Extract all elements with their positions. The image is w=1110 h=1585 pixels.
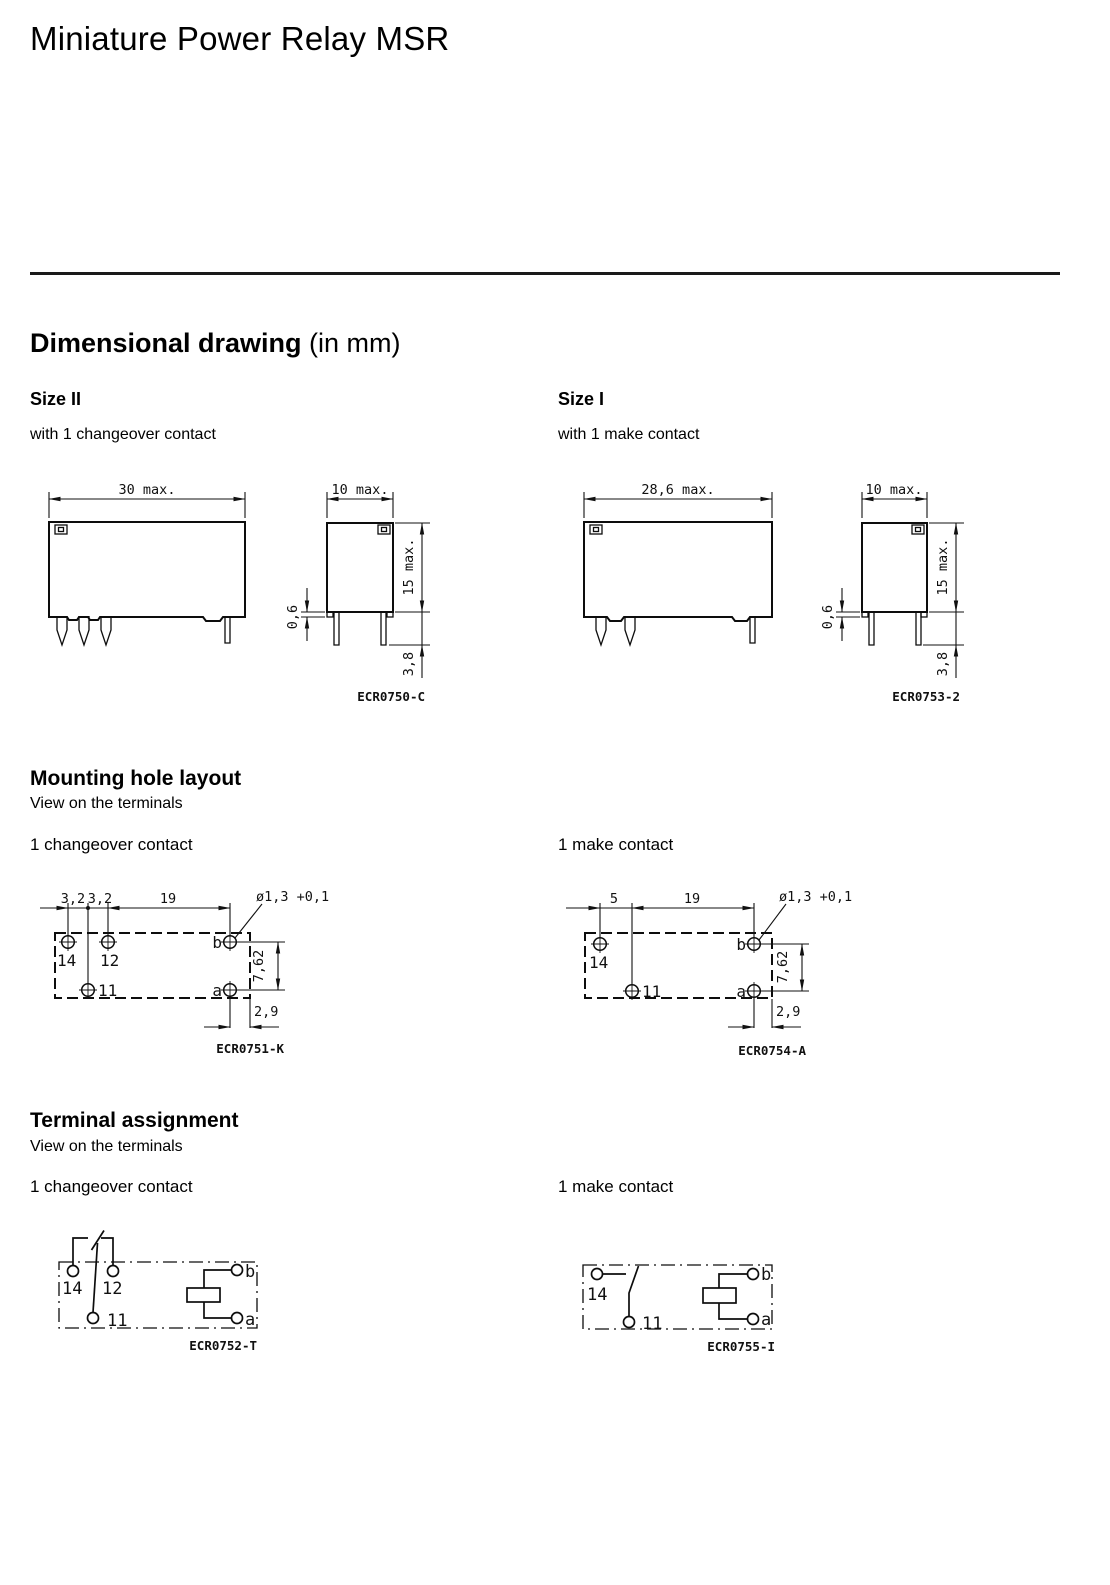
dim-5: 5	[609, 891, 619, 907]
terminal-12-node	[108, 1266, 119, 1277]
terminal-make-code: ECR0755-I	[707, 1339, 775, 1354]
section-heading-mounting: Mounting hole layout	[30, 767, 242, 790]
terminal-11-label: 11	[107, 1311, 128, 1331]
terminal-11-node	[624, 1317, 635, 1328]
size2-height-dim-label: 15 max.	[401, 538, 417, 596]
size2-pin-4	[225, 616, 230, 643]
terminal-changeover-label: 1 changeover contact	[30, 1177, 193, 1196]
terminal-subheading: View on the terminals	[30, 1138, 183, 1155]
terminal-12-label: 12	[102, 1279, 123, 1299]
size2-pin-1	[57, 616, 67, 645]
size1-drawing-code: ECR0753-2	[892, 689, 960, 704]
terminal-14-label: 14	[57, 951, 77, 970]
size2-side-pin-1	[334, 611, 339, 645]
page-title: Miniature Power Relay MSR	[30, 20, 450, 57]
dim-2-9: 2,9	[776, 1004, 801, 1020]
dim-3-2-first: 3,2	[60, 891, 86, 907]
size1-pin-3	[750, 616, 755, 643]
dim-3-2-second: 3,2	[87, 891, 113, 907]
size2-front-view	[49, 522, 245, 645]
terminal-14-label: 14	[587, 1285, 608, 1305]
size1-standoff-dimension	[836, 588, 860, 641]
terminal-changeover-code: ECR0752-T	[189, 1338, 257, 1353]
terminal-a-label: a	[761, 1310, 772, 1330]
size2-pin-2	[79, 616, 89, 645]
size2-front-width-dim-label: 30 max.	[118, 482, 176, 498]
size2-standoff-dimension	[301, 588, 325, 641]
section-heading-dimensional	[30, 328, 401, 359]
terminal-b-label: b	[761, 1265, 772, 1285]
terminal-14-label: 14	[62, 1279, 83, 1299]
section-heading-dimensional-suffix: (in mm)	[301, 328, 401, 358]
size2-side-width-dim-label: 10 max.	[331, 482, 389, 498]
dim-7-62: 7,62	[775, 950, 791, 984]
size1-label: Size I	[558, 389, 605, 409]
size2-variant-label: with 1 changeover contact	[30, 426, 216, 443]
mounting-changeover-drawing	[35, 880, 335, 1060]
size1-front-width-dim-label: 28,6 max.	[641, 482, 715, 498]
size1-pin-1	[596, 616, 606, 645]
size1-height-dim-label: 15 max.	[935, 538, 951, 596]
size2-side-view	[327, 523, 393, 645]
terminal-b-node	[232, 1265, 243, 1276]
terminal-a-node	[232, 1313, 243, 1324]
size1-variant-label: with 1 make contact	[558, 426, 700, 443]
size2-pin-3	[101, 616, 111, 645]
terminal-b-label: b	[736, 935, 746, 954]
terminal-14-node	[592, 1269, 603, 1280]
mounting-changeover-dimensions	[40, 903, 285, 1028]
mounting-subheading: View on the terminals	[30, 795, 183, 812]
terminal-changeover-drawing	[40, 1225, 300, 1355]
dim-19: 19	[683, 891, 701, 907]
coil-symbol	[187, 1270, 232, 1318]
terminal-b-label: b	[245, 1262, 256, 1282]
dim-hole-diameter: ø1,3 +0,1	[779, 889, 853, 905]
size2-side-pin-2	[381, 611, 386, 645]
mounting-changeover-code: ECR0751-K	[216, 1041, 284, 1056]
terminal-11-node	[88, 1313, 99, 1324]
mounting-changeover-label: 1 changeover contact	[30, 835, 193, 854]
size1-side-pin-1	[869, 611, 874, 645]
section-heading-terminal: Terminal assignment	[30, 1109, 239, 1132]
size1-front-view	[584, 522, 772, 645]
terminal-11-label: 11	[642, 982, 662, 1001]
size2-standoff-dim-label: 0,6	[285, 604, 301, 630]
terminal-a-node	[748, 1314, 759, 1325]
terminal-11-label: 11	[642, 1314, 663, 1334]
terminal-b-label: b	[212, 933, 222, 952]
terminal-11-label: 11	[98, 981, 118, 1000]
mounting-make-label: 1 make contact	[558, 835, 674, 854]
dim-19: 19	[159, 891, 177, 907]
size2-dimensional-drawing	[30, 475, 450, 710]
dim-2-9: 2,9	[254, 1004, 279, 1020]
size1-pin-2	[625, 616, 635, 645]
make-contact-symbol	[603, 1266, 639, 1317]
terminal-a-label: a	[212, 981, 222, 1000]
size1-dimensional-drawing	[560, 475, 980, 710]
mounting-make-drawing	[560, 880, 860, 1060]
terminal-make-label: 1 make contact	[558, 1177, 674, 1196]
size1-side-width-dim-label: 10 max.	[865, 482, 923, 498]
size2-pin-length-dim-label: 3,8	[401, 651, 417, 677]
dim-hole-diameter: ø1,3 +0,1	[256, 889, 330, 905]
terminal-a-label: a	[736, 982, 746, 1001]
section-heading-dimensional-bold: Dimensional drawing	[30, 328, 302, 358]
size1-standoff-dim-label: 0,6	[820, 604, 836, 630]
size2-label: Size II	[30, 389, 82, 409]
terminal-14-label: 14	[589, 953, 609, 972]
terminal-12-label: 12	[100, 951, 120, 970]
coil-symbol	[703, 1274, 748, 1319]
size1-pin-length-dim-label: 3,8	[935, 651, 951, 677]
terminal-a-label: a	[245, 1310, 256, 1330]
dim-7-62: 7,62	[251, 949, 267, 983]
terminal-make-drawing	[560, 1255, 820, 1360]
mounting-make-code: ECR0754-A	[738, 1043, 806, 1058]
size1-side-pin-2	[916, 611, 921, 645]
horizontal-rule	[30, 272, 1060, 275]
size1-side-view	[862, 523, 927, 645]
size2-drawing-code: ECR0750-C	[357, 689, 425, 704]
terminal-14-node	[68, 1266, 79, 1277]
terminal-b-node	[748, 1269, 759, 1280]
